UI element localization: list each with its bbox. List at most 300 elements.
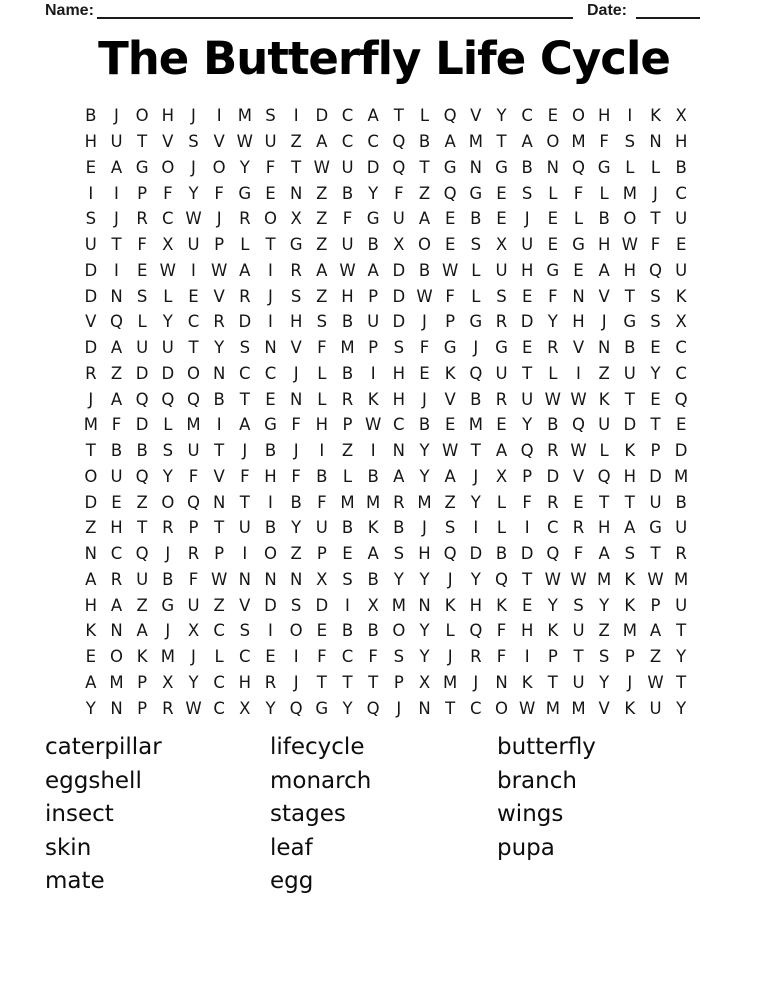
grid-cell-r1c18: C bbox=[521, 106, 533, 126]
grid-cell-r9c12: U bbox=[367, 312, 380, 332]
grid-cell-r15c14: Y bbox=[419, 466, 430, 486]
grid-cell-r9c20: H bbox=[572, 312, 585, 332]
grid-cell-r17c5: P bbox=[188, 518, 199, 538]
grid-cell-r3c22: L bbox=[625, 157, 635, 177]
grid-cell-r4c1: I bbox=[88, 183, 94, 203]
grid-cell-r2c21: F bbox=[599, 132, 609, 152]
grid-cell-r14c4: S bbox=[162, 441, 174, 461]
grid-cell-r12c3: Q bbox=[135, 389, 149, 409]
grid-cell-r9c10: S bbox=[316, 312, 328, 332]
grid-cell-r23c3: P bbox=[137, 672, 148, 692]
grid-cell-r4c18: S bbox=[521, 183, 533, 203]
grid-cell-r17c18: I bbox=[524, 518, 530, 538]
grid-cell-r2c17: T bbox=[496, 132, 507, 152]
grid-cell-r14c23: P bbox=[650, 441, 661, 461]
grid-cell-r23c18: K bbox=[521, 672, 533, 692]
grid-cell-r4c7: G bbox=[238, 183, 252, 203]
grid-cell-r23c24: T bbox=[676, 672, 687, 692]
grid-cell-r17c1: Z bbox=[85, 518, 97, 538]
grid-cell-r3c23: L bbox=[650, 157, 661, 177]
grid-cell-r23c6: C bbox=[213, 672, 225, 692]
grid-cell-r7c6: W bbox=[210, 260, 228, 280]
grid-cell-r3c12: D bbox=[366, 157, 380, 177]
grid-cell-r6c4: X bbox=[162, 235, 174, 255]
grid-cell-r2c22: S bbox=[624, 132, 636, 152]
grid-cell-r9c2: Q bbox=[109, 312, 123, 332]
grid-cell-r3c19: N bbox=[546, 157, 559, 177]
grid-cell-r2c24: H bbox=[674, 132, 688, 152]
grid-cell-r17c12: K bbox=[367, 518, 379, 538]
grid-cell-r24c19: M bbox=[545, 698, 560, 718]
grid-cell-r6c20: G bbox=[572, 235, 585, 255]
grid-cell-r5c13: U bbox=[392, 209, 405, 229]
grid-cell-r17c6: T bbox=[214, 518, 225, 538]
grid-cell-r10c15: G bbox=[443, 338, 457, 358]
grid-cell-r21c7: S bbox=[239, 621, 251, 641]
grid-cell-r18c10: P bbox=[316, 544, 327, 564]
grid-cell-r15c18: P bbox=[522, 466, 533, 486]
grid-cell-r6c13: X bbox=[393, 235, 405, 255]
grid-cell-r7c5: I bbox=[191, 260, 196, 280]
grid-cell-r12c17: R bbox=[495, 389, 508, 409]
grid-cell-r8c8: J bbox=[268, 286, 273, 306]
grid-cell-r24c10: G bbox=[315, 698, 329, 718]
grid-cell-r19c24: M bbox=[674, 569, 689, 589]
grid-cell-r11c24: C bbox=[675, 363, 687, 383]
grid-cell-r5c14: A bbox=[418, 209, 431, 229]
grid-cell-r24c1: Y bbox=[85, 698, 96, 718]
grid-cell-r6c17: X bbox=[495, 235, 508, 255]
grid-cell-r11c12: I bbox=[370, 363, 376, 383]
grid-cell-r17c23: G bbox=[649, 518, 662, 538]
grid-cell-r18c20: F bbox=[573, 544, 584, 564]
grid-cell-r18c3: Q bbox=[135, 544, 149, 564]
grid-cell-r14c8: B bbox=[264, 441, 277, 461]
grid-cell-r19c2: R bbox=[110, 569, 123, 589]
grid-cell-r10c14: F bbox=[419, 338, 430, 358]
grid-cell-r11c19: L bbox=[548, 363, 558, 383]
grid-cell-r3c2: A bbox=[110, 157, 123, 177]
grid-cell-r22c13: S bbox=[393, 647, 405, 667]
grid-cell-r10c8: N bbox=[264, 338, 277, 358]
grid-cell-r13c22: D bbox=[623, 415, 637, 435]
grid-cell-r3c9: T bbox=[291, 157, 302, 177]
grid-cell-r16c3: Z bbox=[136, 492, 148, 512]
grid-cell-r11c17: U bbox=[495, 363, 508, 383]
grid-cell-r24c17: O bbox=[494, 698, 508, 718]
grid-cell-r8c5: E bbox=[188, 286, 199, 306]
grid-cell-r14c16: T bbox=[470, 441, 481, 461]
grid-cell-r17c17: L bbox=[496, 518, 507, 538]
grid-cell-r10c22: B bbox=[624, 338, 636, 358]
grid-cell-r11c13: H bbox=[392, 363, 406, 383]
grid-cell-r6c9: G bbox=[289, 235, 303, 255]
grid-cell-r12c6: B bbox=[213, 389, 225, 409]
grid-cell-r12c14: J bbox=[422, 389, 427, 409]
grid-cell-r6c23: F bbox=[650, 235, 661, 255]
grid-cell-r4c17: E bbox=[496, 183, 507, 203]
grid-cell-r7c23: Q bbox=[648, 260, 662, 280]
grid-cell-r21c4: J bbox=[165, 621, 171, 641]
grid-cell-r10c9: V bbox=[290, 338, 302, 358]
grid-cell-r24c12: Q bbox=[366, 698, 380, 718]
grid-cell-r11c22: U bbox=[623, 363, 636, 383]
grid-cell-r15c2: U bbox=[110, 466, 123, 486]
grid-cell-r1c24: X bbox=[675, 106, 687, 126]
grid-cell-r6c7: L bbox=[240, 235, 250, 255]
grid-cell-r9c19: Y bbox=[547, 312, 558, 332]
grid-cell-r11c20: I bbox=[576, 363, 581, 383]
grid-cell-r24c13: J bbox=[396, 698, 402, 718]
grid-cell-r17c9: Y bbox=[291, 518, 302, 538]
grid-cell-r9c24: X bbox=[675, 312, 687, 332]
grid-cell-r18c1: N bbox=[84, 544, 97, 564]
grid-cell-r7c2: I bbox=[114, 260, 119, 280]
grid-cell-r12c5: Q bbox=[186, 389, 200, 409]
grid-cell-r11c1: R bbox=[85, 363, 97, 383]
grid-cell-r3c4: O bbox=[161, 157, 175, 177]
grid-cell-r20c4: G bbox=[161, 595, 175, 615]
grid-cell-r16c19: R bbox=[547, 492, 559, 512]
grid-cell-r12c22: T bbox=[624, 389, 635, 409]
grid-cell-r7c20: E bbox=[573, 260, 584, 280]
grid-cell-r10c24: C bbox=[675, 338, 687, 358]
grid-cell-r24c21: V bbox=[598, 698, 610, 718]
grid-cell-r8c3: S bbox=[136, 286, 148, 306]
grid-cell-r7c1: D bbox=[84, 260, 98, 280]
grid-cell-r5c24: U bbox=[675, 209, 688, 229]
grid-cell-r24c5: W bbox=[185, 698, 202, 718]
grid-cell-r8c23: S bbox=[650, 286, 661, 306]
grid-cell-r8c4: L bbox=[163, 286, 173, 306]
grid-cell-r8c13: D bbox=[392, 286, 406, 306]
grid-cell-r20c3: Z bbox=[136, 595, 148, 615]
grid-cell-r9c16: G bbox=[469, 312, 483, 332]
grid-cell-r20c12: X bbox=[367, 595, 379, 615]
word-item-eggshell: eggshell bbox=[45, 767, 142, 794]
grid-cell-r23c20: U bbox=[572, 672, 585, 692]
grid-cell-r18c5: R bbox=[187, 544, 200, 564]
grid-cell-r3c6: O bbox=[212, 157, 226, 177]
grid-cell-r15c9: F bbox=[291, 466, 301, 486]
grid-cell-r15c22: H bbox=[623, 466, 637, 486]
grid-cell-r19c7: N bbox=[238, 569, 251, 589]
grid-cell-r22c16: R bbox=[470, 647, 482, 667]
grid-cell-r9c1: V bbox=[85, 312, 97, 332]
grid-cell-r13c6: I bbox=[216, 415, 222, 435]
grid-cell-r20c19: Y bbox=[547, 595, 558, 615]
grid-cell-r18c12: A bbox=[367, 544, 379, 564]
grid-cell-r22c20: T bbox=[573, 647, 584, 667]
grid-cell-r11c2: Z bbox=[110, 363, 123, 383]
grid-cell-r24c9: Q bbox=[289, 698, 303, 718]
grid-cell-r24c4: R bbox=[162, 698, 174, 718]
grid-cell-r19c11: S bbox=[342, 569, 353, 589]
grid-cell-r14c24: D bbox=[674, 441, 688, 461]
grid-cell-r1c11: C bbox=[341, 106, 354, 126]
grid-cell-r7c11: W bbox=[339, 260, 356, 280]
grid-cell-r16c24: B bbox=[675, 492, 687, 512]
grid-cell-r4c2: I bbox=[114, 183, 119, 203]
grid-cell-r3c7: Y bbox=[239, 157, 250, 177]
grid-cell-r12c1: J bbox=[88, 389, 94, 409]
grid-cell-r8c18: E bbox=[521, 286, 533, 306]
grid-cell-r1c10: D bbox=[315, 106, 329, 126]
grid-cell-r9c13: D bbox=[392, 312, 406, 332]
grid-cell-r16c7: T bbox=[239, 492, 250, 512]
grid-cell-r18c11: E bbox=[342, 544, 353, 564]
grid-cell-r18c18: D bbox=[520, 544, 534, 564]
grid-cell-r4c14: Z bbox=[418, 183, 431, 203]
grid-cell-r22c2: O bbox=[109, 647, 123, 667]
grid-cell-r24c7: X bbox=[239, 698, 251, 718]
grid-cell-r24c6: C bbox=[213, 698, 225, 718]
grid-cell-r22c15: J bbox=[447, 647, 453, 667]
grid-cell-r20c17: K bbox=[496, 595, 507, 615]
grid-cell-r16c5: Q bbox=[186, 492, 200, 512]
grid-cell-r8c9: S bbox=[290, 286, 302, 306]
grid-cell-r22c1: E bbox=[85, 647, 97, 667]
grid-cell-r18c8: O bbox=[263, 544, 277, 564]
grid-cell-r17c13: B bbox=[393, 518, 405, 538]
grid-cell-r16c11: M bbox=[340, 492, 355, 512]
grid-cell-r7c22: H bbox=[623, 260, 637, 280]
grid-cell-r23c16: J bbox=[473, 672, 479, 692]
grid-cell-r21c24: T bbox=[676, 621, 687, 641]
grid-cell-r5c15: E bbox=[444, 209, 456, 229]
grid-cell-r20c9: S bbox=[290, 595, 302, 615]
grid-cell-r1c14: L bbox=[419, 106, 430, 126]
grid-cell-r17c19: C bbox=[547, 518, 559, 538]
grid-cell-r15c13: A bbox=[393, 466, 405, 486]
grid-cell-r12c11: R bbox=[341, 389, 354, 409]
grid-cell-r2c3: T bbox=[137, 132, 148, 152]
grid-cell-r19c19: W bbox=[544, 569, 561, 589]
grid-cell-r20c13: M bbox=[391, 595, 406, 615]
grid-cell-r16c14: M bbox=[417, 492, 432, 512]
grid-cell-r10c1: D bbox=[84, 338, 98, 358]
grid-cell-r18c21: A bbox=[598, 544, 610, 564]
grid-cell-r20c11: I bbox=[345, 595, 350, 615]
grid-cell-r24c8: Y bbox=[265, 698, 276, 718]
grid-cell-r4c3: P bbox=[137, 183, 148, 203]
grid-cell-r24c20: M bbox=[571, 698, 586, 718]
grid-cell-r22c11: C bbox=[341, 647, 354, 667]
grid-cell-r14c12: I bbox=[370, 441, 376, 461]
grid-cell-r13c23: T bbox=[650, 415, 661, 435]
grid-cell-r4c20: F bbox=[573, 183, 584, 203]
grid-cell-r5c16: B bbox=[470, 209, 482, 229]
grid-cell-r16c8: I bbox=[268, 492, 273, 512]
grid-cell-r13c19: B bbox=[547, 415, 559, 435]
grid-cell-r11c9: J bbox=[293, 363, 299, 383]
grid-cell-r21c12: B bbox=[367, 621, 379, 641]
grid-cell-r12c12: K bbox=[367, 389, 379, 409]
grid-cell-r18c13: S bbox=[393, 544, 405, 564]
grid-cell-r18c23: T bbox=[650, 544, 661, 564]
word-item-stages: stages bbox=[270, 801, 346, 828]
grid-cell-r6c1: U bbox=[84, 235, 97, 255]
grid-cell-r21c22: M bbox=[622, 621, 637, 641]
grid-cell-r5c22: O bbox=[623, 209, 637, 229]
grid-cell-r17c7: U bbox=[238, 518, 251, 538]
grid-cell-r1c20: O bbox=[571, 106, 585, 126]
grid-cell-r5c12: G bbox=[366, 209, 380, 229]
grid-cell-r2c18: A bbox=[521, 132, 533, 152]
grid-cell-r4c9: N bbox=[289, 183, 303, 203]
grid-cell-r1c17: Y bbox=[496, 106, 507, 126]
grid-cell-r23c22: J bbox=[627, 672, 633, 692]
grid-cell-r19c17: Q bbox=[494, 569, 508, 589]
grid-cell-r22c4: M bbox=[160, 647, 175, 667]
grid-cell-r8c21: V bbox=[598, 286, 610, 306]
grid-cell-r22c22: P bbox=[624, 647, 635, 667]
grid-cell-r22c23: Z bbox=[649, 647, 662, 667]
word-list bbox=[0, 731, 768, 911]
grid-cell-r23c4: X bbox=[162, 672, 174, 692]
grid-cell-r19c20: W bbox=[570, 569, 587, 589]
grid-cell-r19c13: Y bbox=[393, 569, 404, 589]
grid-cell-r11c7: C bbox=[239, 363, 251, 383]
grid-cell-r24c23: U bbox=[649, 698, 662, 718]
grid-cell-r21c13: O bbox=[392, 621, 406, 641]
grid-cell-r2c2: U bbox=[110, 132, 123, 152]
grid-cell-r22c14: Y bbox=[419, 647, 430, 667]
grid-cell-r10c13: S bbox=[393, 338, 405, 358]
grid-cell-r16c20: E bbox=[573, 492, 584, 512]
grid-cell-r3c5: J bbox=[191, 157, 196, 177]
name-blank-line bbox=[97, 0, 573, 19]
grid-cell-r1c21: H bbox=[597, 106, 611, 126]
grid-cell-r7c8: I bbox=[268, 260, 273, 280]
grid-cell-r8c11: H bbox=[341, 286, 354, 306]
grid-cell-r10c20: V bbox=[572, 338, 585, 358]
grid-cell-r15c10: B bbox=[316, 466, 328, 486]
word-list-column-3 bbox=[497, 731, 596, 865]
grid-cell-r8c17: S bbox=[496, 286, 507, 306]
grid-cell-r18c15: Q bbox=[443, 544, 457, 564]
grid-cell-r23c11: T bbox=[342, 672, 353, 692]
grid-cell-r10c2: A bbox=[110, 338, 123, 358]
grid-cell-r17c3: T bbox=[137, 518, 148, 538]
grid-cell-r8c16: L bbox=[471, 286, 481, 306]
grid-cell-r8c10: Z bbox=[316, 286, 328, 306]
grid-cell-r17c21: H bbox=[597, 518, 611, 538]
grid-cell-r7c21: A bbox=[598, 260, 610, 280]
grid-cell-r22c10: F bbox=[317, 647, 327, 667]
grid-cell-r6c24: E bbox=[675, 235, 687, 255]
grid-cell-r2c15: A bbox=[444, 132, 456, 152]
grid-cell-r23c5: Y bbox=[188, 672, 199, 692]
grid-cell-r10c11: M bbox=[340, 338, 355, 358]
grid-cell-r21c15: L bbox=[445, 621, 455, 641]
grid-cell-r24c3: P bbox=[137, 698, 148, 718]
grid-cell-r20c22: K bbox=[624, 595, 636, 615]
grid-cell-r13c18: Y bbox=[522, 415, 533, 435]
grid-cell-r8c20: N bbox=[572, 286, 585, 306]
grid-cell-r20c23: P bbox=[650, 595, 661, 615]
word-item-skin: skin bbox=[45, 834, 92, 861]
grid-cell-r15c21: Q bbox=[597, 466, 611, 486]
grid-cell-r22c6: L bbox=[214, 647, 224, 667]
grid-cell-r23c14: X bbox=[418, 672, 431, 692]
grid-cell-r16c1: D bbox=[84, 492, 98, 512]
grid-cell-r11c11: B bbox=[341, 363, 354, 383]
grid-cell-r7c9: R bbox=[290, 260, 302, 280]
grid-cell-r7c7: A bbox=[239, 260, 251, 280]
grid-cell-r16c21: T bbox=[599, 492, 610, 512]
grid-cell-r1c2: J bbox=[114, 106, 119, 126]
grid-cell-r4c22: M bbox=[622, 183, 637, 203]
grid-cell-r6c22: W bbox=[621, 235, 638, 255]
grid-cell-r22c5: J bbox=[191, 647, 196, 667]
grid-cell-r16c4: O bbox=[161, 492, 175, 512]
grid-cell-r24c14: N bbox=[418, 698, 431, 718]
grid-cell-r23c13: P bbox=[393, 672, 404, 692]
grid-cell-r9c4: Y bbox=[162, 312, 173, 332]
grid-cell-r1c8: S bbox=[265, 106, 276, 126]
grid-cell-r2c12: C bbox=[367, 132, 379, 152]
grid-cell-r1c23: K bbox=[650, 106, 661, 126]
grid-cell-r5c8: O bbox=[263, 209, 277, 229]
grid-cell-r4c21: L bbox=[599, 183, 609, 203]
grid-cell-r4c15: Q bbox=[443, 183, 457, 203]
grid-cell-r24c22: K bbox=[624, 698, 636, 718]
grid-cell-r6c21: H bbox=[597, 235, 611, 255]
grid-cell-r14c22: K bbox=[624, 441, 636, 461]
grid-cell-r12c7: T bbox=[239, 389, 250, 409]
grid-cell-r19c9: N bbox=[289, 569, 303, 589]
name-label: Name: bbox=[45, 2, 94, 19]
grid-cell-r2c13: Q bbox=[392, 132, 406, 152]
grid-cell-r5c19: E bbox=[547, 209, 559, 229]
grid-cell-r6c12: B bbox=[367, 235, 379, 255]
grid-cell-r23c12: T bbox=[368, 672, 379, 692]
grid-cell-r9c15: P bbox=[445, 312, 456, 332]
grid-cell-r13c14: B bbox=[418, 415, 431, 435]
grid-cell-r4c4: F bbox=[163, 183, 173, 203]
grid-cell-r5c7: R bbox=[239, 209, 251, 229]
grid-cell-r6c8: T bbox=[265, 235, 276, 255]
grid-cell-r8c15: F bbox=[445, 286, 455, 306]
grid-cell-r9c11: B bbox=[341, 312, 354, 332]
grid-cell-r3c14: T bbox=[419, 157, 430, 177]
grid-cell-r20c10: D bbox=[315, 595, 329, 615]
grid-cell-r1c16: V bbox=[470, 106, 482, 126]
grid-cell-r3c11: U bbox=[341, 157, 354, 177]
grid-cell-r10c16: J bbox=[473, 338, 479, 358]
grid-cell-r22c24: Y bbox=[676, 647, 687, 667]
grid-cell-r20c15: K bbox=[444, 595, 456, 615]
grid-cell-r22c12: F bbox=[368, 647, 378, 667]
grid-cell-r10c21: N bbox=[597, 338, 611, 358]
grid-cell-r11c6: N bbox=[212, 363, 226, 383]
grid-cell-r5c2: J bbox=[114, 209, 119, 229]
grid-cell-r18c4: J bbox=[165, 544, 171, 564]
grid-cell-r21c18: H bbox=[520, 621, 534, 641]
grid-cell-r24c2: N bbox=[110, 698, 123, 718]
grid-cell-r17c2: H bbox=[110, 518, 123, 538]
grid-cell-r6c16: S bbox=[470, 235, 482, 255]
grid-cell-r14c13: N bbox=[392, 441, 405, 461]
grid-cell-r7c18: H bbox=[520, 260, 534, 280]
grid-cell-r6c14: O bbox=[417, 235, 431, 255]
grid-cell-r16c23: U bbox=[649, 492, 662, 512]
grid-cell-r17c16: I bbox=[473, 518, 479, 538]
grid-cell-r3c15: G bbox=[443, 157, 457, 177]
grid-cell-r16c15: Z bbox=[444, 492, 456, 512]
grid-cell-r13c7: A bbox=[239, 415, 251, 435]
